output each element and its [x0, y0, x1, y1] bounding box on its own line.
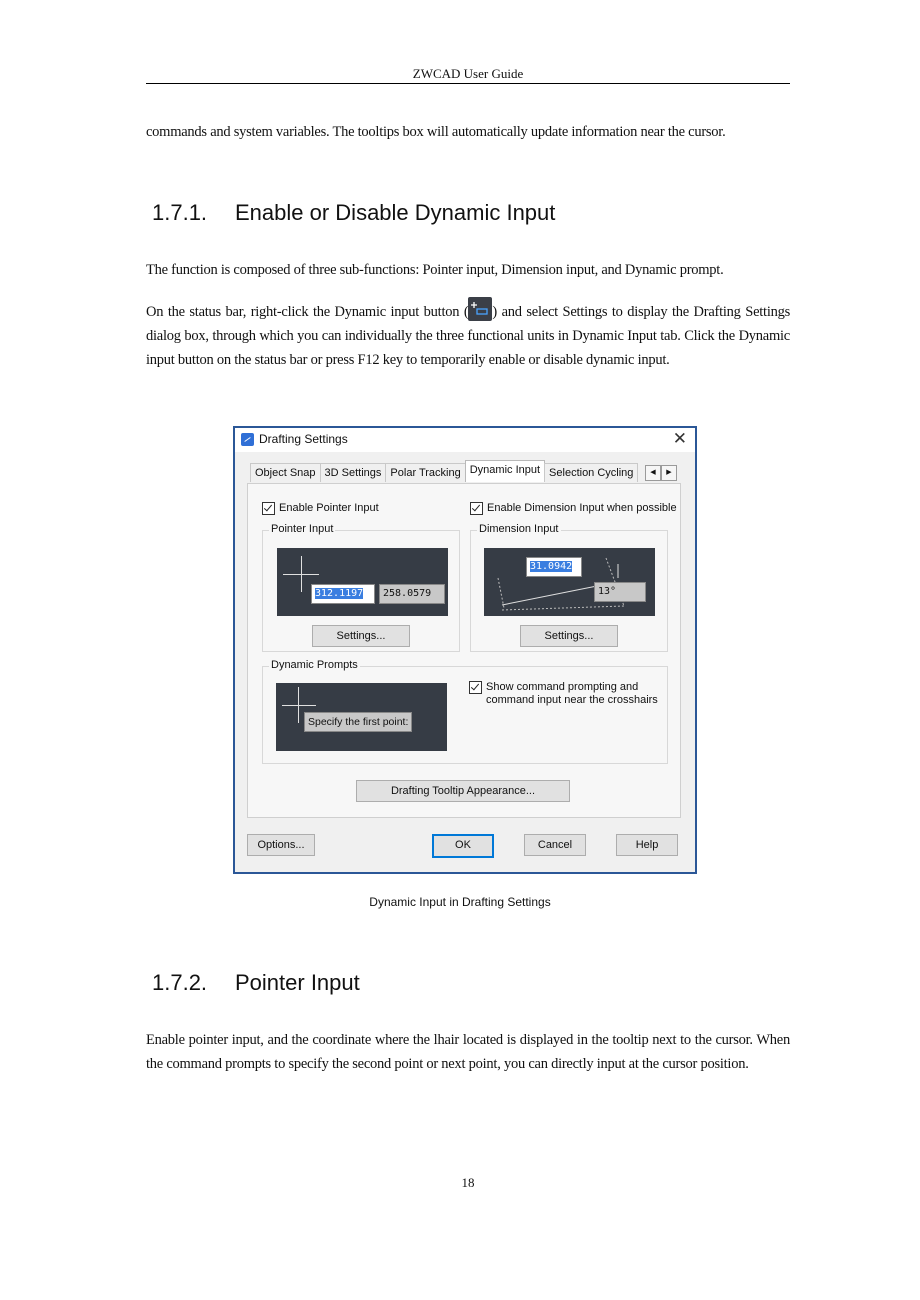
tab-scroll-right-icon[interactable]: ▶: [661, 465, 677, 481]
enable-pointer-input-label: Enable Pointer Input: [279, 502, 379, 514]
dimension-angle-tooltip: 13°: [594, 582, 646, 602]
help-button[interactable]: Help: [616, 834, 678, 856]
prompt-tooltip: Specify the first point:: [304, 712, 412, 732]
dimension-settings-button[interactable]: Settings...: [520, 625, 618, 647]
intro-paragraph: commands and system variables. The tooltips box will automatically update information near the cursor.: [146, 124, 726, 140]
ok-button[interactable]: OK: [432, 834, 494, 858]
dimension-input-group-label: Dimension Input: [479, 523, 559, 535]
dimension-input-group: [470, 523, 668, 652]
tooltip-appearance-button[interactable]: Drafting Tooltip Appearance...: [356, 780, 570, 802]
dynamic-prompts-group-label: Dynamic Prompts: [271, 659, 358, 671]
app-icon: [241, 433, 254, 446]
crosshair: [282, 705, 316, 706]
dynamic-input-icon: [468, 297, 492, 321]
cancel-button[interactable]: Cancel: [524, 834, 586, 856]
close-icon[interactable]: ✕: [672, 429, 687, 448]
section1-paragraph-2: [146, 300, 790, 372]
show-command-prompting-checkbox[interactable]: [469, 681, 659, 707]
tab-dynamic-input[interactable]: Dynamic Input: [465, 460, 545, 482]
pointer-y-tooltip: 258.0579: [379, 584, 445, 604]
dynamic-input-panel: [247, 483, 681, 818]
tab-3d-settings[interactable]: 3D Settings: [320, 463, 387, 482]
section2-paragraph: Enable pointer input, and the coordinate where the lhair located is displayed in the tooltip next to the cursor. When the command prompts to specify the second point or next point, you can directly input at the cursor position.: [146, 1032, 790, 1072]
section-title: Pointer Input: [235, 970, 360, 995]
section-number: 1.7.1.: [152, 200, 208, 225]
section-heading-1-7-2: [152, 970, 360, 996]
dialog-title: Drafting Settings: [259, 432, 348, 446]
section-title: Enable or Disable Dynamic Input: [235, 200, 556, 225]
page-number: 18: [461, 1175, 475, 1190]
tab-bar: [250, 463, 637, 483]
tab-selection-cycling[interactable]: Selection Cycling: [544, 463, 638, 482]
tab-object-snap[interactable]: Object Snap: [250, 463, 321, 482]
show-command-prompting-label: Show command prompting and command input near the crosshairs: [486, 681, 658, 706]
options-button[interactable]: Options...: [247, 834, 315, 856]
checkbox-checked-icon: [470, 502, 483, 515]
dimension-length-tooltip: 31.0942: [526, 557, 582, 577]
enable-pointer-input-checkbox[interactable]: [262, 502, 379, 515]
pointer-input-group-label: Pointer Input: [271, 523, 334, 535]
dynamic-prompts-group: [262, 659, 668, 764]
header-rule: [146, 83, 790, 84]
pointer-x-tooltip: 312.1197: [311, 584, 375, 604]
enable-dimension-input-label: Enable Dimension Input when possible: [487, 502, 677, 514]
pointer-input-preview: [277, 548, 448, 616]
pointer-input-group: [262, 523, 460, 652]
crosshair: [301, 556, 302, 592]
section-heading-1-7-1: [152, 200, 555, 226]
pointer-settings-button[interactable]: Settings...: [312, 625, 410, 647]
tab-scroll: [645, 465, 677, 481]
drafting-settings-dialog: [233, 426, 697, 874]
tab-polar-tracking[interactable]: Polar Tracking: [385, 463, 465, 482]
section1-paragraph-1: The function is composed of three sub-functions: Pointer input, Dimension input, and Dynamic prompt.: [146, 262, 724, 278]
paragraph-text-before-icon: On the status bar, right-click the Dynamic input button (: [146, 304, 469, 320]
running-header: ZWCAD User Guide: [412, 66, 524, 81]
section-number: 1.7.2.: [152, 970, 208, 995]
dialog-titlebar: [235, 428, 695, 452]
paragraph-text-after-icon: ) and select Settings to display the Drafting Settings dialog box, through which you can individually the three functional units in Dynamic Input tab. Click the Dynamic input button on the status bar or press F12 key to temporarily enable or disable dynamic input.: [146, 304, 790, 368]
dimension-input-preview: [484, 548, 655, 616]
figure-caption: Dynamic Input in Drafting Settings: [369, 895, 551, 909]
checkbox-checked-icon: [469, 681, 482, 694]
enable-dimension-input-checkbox[interactable]: [470, 502, 677, 515]
checkbox-checked-icon: [262, 502, 275, 515]
crosshair: [298, 687, 299, 723]
tab-scroll-left-icon[interactable]: ◀: [645, 465, 661, 481]
dynamic-prompts-preview: [276, 683, 447, 751]
